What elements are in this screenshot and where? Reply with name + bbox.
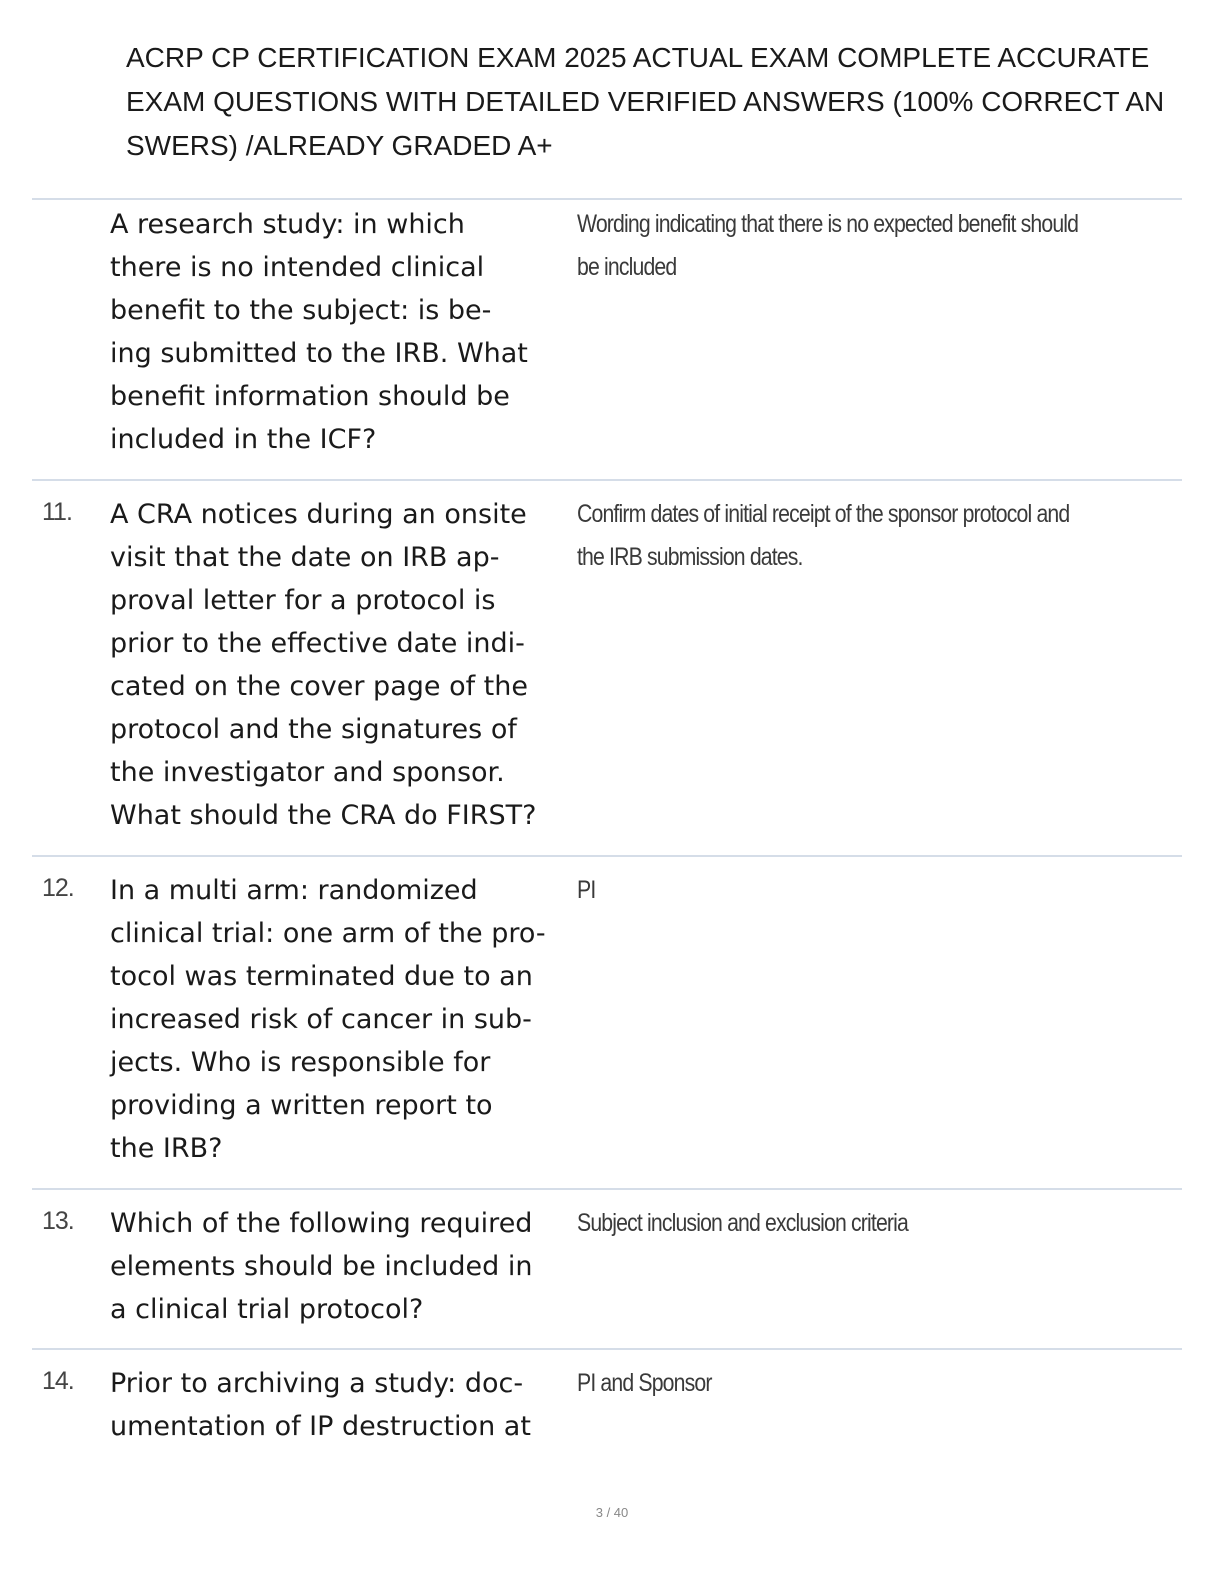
question-line: elements should be included in	[110, 1251, 533, 1282]
question-line: there is no intended clinical	[110, 252, 485, 283]
answer-line: the IRB submission dates.	[577, 543, 803, 571]
question-number: 12.	[42, 874, 74, 902]
question-line: included in the ICF?	[110, 424, 377, 455]
question-line: cated on the cover page of the	[110, 671, 528, 702]
page-indicator: 3 / 40	[595, 1505, 629, 1520]
question-line: What should the CRA do FIRST?	[110, 800, 537, 831]
question-line: proval letter for a protocol is	[110, 585, 496, 616]
question-number: 13.	[42, 1207, 74, 1235]
question-line: Which of the following required	[110, 1208, 533, 1239]
question-text	[110, 869, 575, 1170]
question-number: 14.	[42, 1367, 74, 1395]
answer-line: Subject inclusion and exclusion criteria	[577, 1209, 908, 1237]
question-line: increased risk of cancer in sub-	[110, 1004, 532, 1035]
question-text	[110, 493, 575, 837]
qa-row	[32, 479, 1182, 855]
question-line: providing a written report to	[110, 1090, 493, 1121]
answer-text	[577, 869, 1087, 912]
question-line: A research study: in which	[110, 209, 465, 240]
question-number: 11.	[42, 498, 72, 526]
answer-line: PI	[577, 876, 596, 904]
page-title-line: EXAM QUESTIONS WITH DETAILED VERIFIED ANSWERS (100% CORRECT AN	[126, 86, 1165, 117]
question-line: benefit to the subject: is be-	[110, 295, 492, 326]
page-title	[126, 36, 1224, 168]
answer-line: be included	[577, 253, 677, 281]
page-title-line: SWERS) /ALREADY GRADED A+	[126, 130, 553, 161]
answer-text	[577, 1202, 1087, 1245]
qa-row	[32, 1348, 1182, 1458]
question-line: the IRB?	[110, 1133, 223, 1164]
question-line: In a multi arm: randomized	[110, 875, 478, 906]
answer-text	[577, 493, 1087, 579]
qa-row	[32, 855, 1182, 1188]
answer-text	[577, 1362, 1087, 1405]
question-line: tocol was terminated due to an	[110, 961, 533, 992]
page-title-line: ACRP CP CERTIFICATION EXAM 2025 ACTUAL EXAM COMPLETE ACCURATE	[126, 42, 1150, 73]
answer-line: Confirm dates of initial receipt of the sponsor protocol and	[577, 500, 1070, 528]
answer-text	[577, 203, 1087, 289]
question-line: ing submitted to the IRB. What	[110, 338, 528, 369]
question-line: clinical trial: one arm of the pro-	[110, 918, 546, 949]
question-text	[110, 1202, 575, 1331]
question-line: visit that the date on IRB ap-	[110, 542, 500, 573]
question-line: a clinical trial protocol?	[110, 1294, 424, 1325]
question-line: benefit information should be	[110, 381, 510, 412]
question-line: protocol and the signatures of	[110, 714, 517, 745]
qa-row	[32, 198, 1182, 479]
answer-line: Wording indicating that there is no expected benefit should	[577, 210, 1079, 238]
answer-line: PI and Sponsor	[577, 1369, 712, 1397]
qa-row	[32, 1188, 1182, 1348]
question-line: jects. Who is responsible for	[110, 1047, 491, 1078]
question-text	[110, 1362, 575, 1448]
question-line: Prior to archiving a study: doc-	[110, 1368, 524, 1399]
question-line: A CRA notices during an onsite	[110, 499, 527, 530]
qa-table	[32, 198, 1182, 1458]
question-text	[110, 203, 575, 461]
question-line: the investigator and sponsor.	[110, 757, 505, 788]
question-line: umentation of IP destruction at	[110, 1411, 531, 1442]
question-line: prior to the effective date indi-	[110, 628, 525, 659]
